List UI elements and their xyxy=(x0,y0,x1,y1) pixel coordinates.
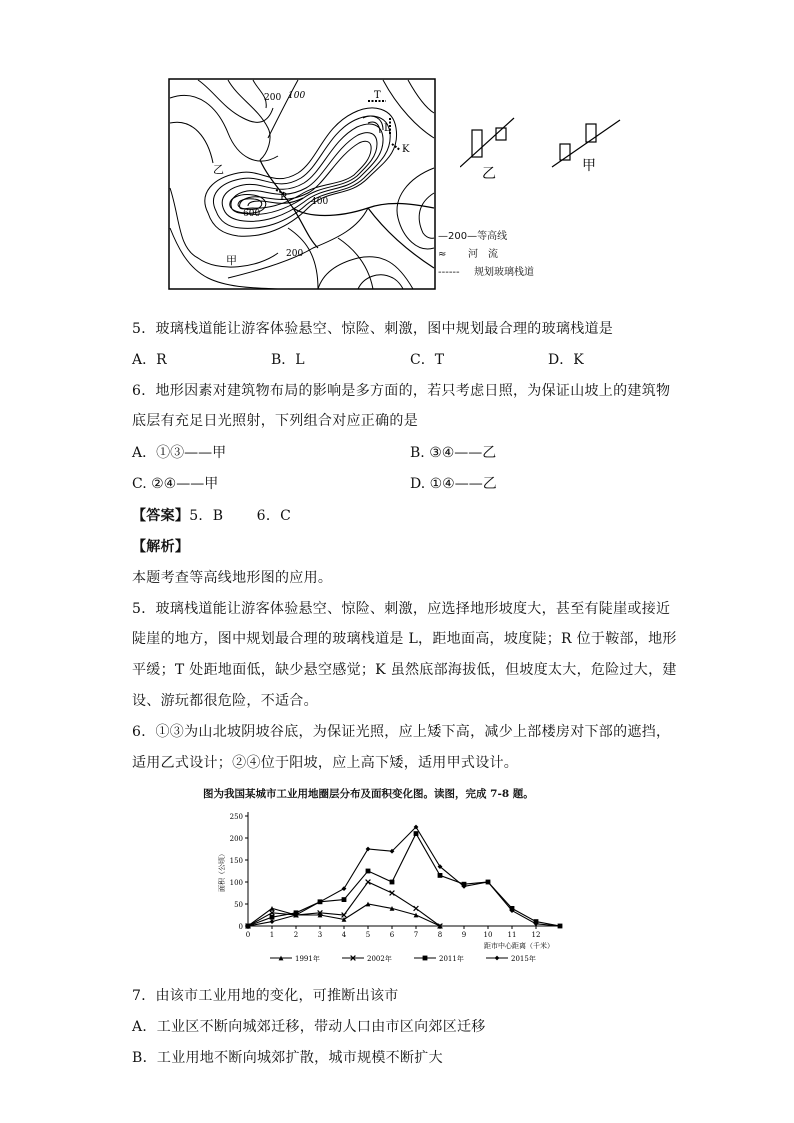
series-point-3 xyxy=(366,869,371,874)
x-tick-label: 8 xyxy=(437,931,443,939)
contour-label-600: 600 xyxy=(243,209,261,219)
series-point-3 xyxy=(270,915,275,920)
q6-option-d: D. ①④——乙 xyxy=(410,476,497,492)
q7-option-b: B．工业用地不断向城郊扩散，城市规模不断扩大 xyxy=(132,1050,443,1066)
map-legend xyxy=(438,230,548,290)
contour-label-200: 200 xyxy=(264,93,282,103)
figure2-caption: 图为我国某城市工业用地圈层分布及面积变化图。读图，完成 7-8 题。 xyxy=(203,788,534,800)
x-axis-label: 距市中心距离（千米） xyxy=(484,942,554,950)
y-tick-label: 200 xyxy=(229,835,243,843)
x-tick-label: 10 xyxy=(483,931,493,939)
legend-label-4: 2015年 xyxy=(511,955,536,963)
x-tick-label: 5 xyxy=(365,931,371,939)
q5-option-c: C．T xyxy=(410,352,445,368)
x-tick-label: 2 xyxy=(293,931,299,939)
y-tick-label: 100 xyxy=(229,879,243,887)
label-yi: 乙 xyxy=(482,166,496,182)
analysis-intro: 本题考查等高线地形图的应用。 xyxy=(132,570,333,586)
legend-label-3: 2011年 xyxy=(439,955,464,963)
q5-stem: 5．玻璃栈道能让游客体验悬空、惊险、刺激，图中规划最合理的玻璃栈道是 xyxy=(132,321,614,337)
point-R: R xyxy=(280,192,288,203)
building-jia-right xyxy=(586,124,596,142)
legend-contour-symbol: —200— xyxy=(438,231,478,242)
q5-option-d: D．K xyxy=(548,352,584,368)
q7-stem: 7．由该市工业用地的变化，可推断出该市 xyxy=(132,988,399,1004)
series-point-3 xyxy=(342,897,347,902)
analysis-p6-line1: 6．①③为山北坡阴坡谷底，为保证光照，应上矮下高，减少上部楼房对下部的遮挡， xyxy=(132,724,671,740)
building-sketches xyxy=(460,112,630,182)
contour-map-figure xyxy=(168,78,436,290)
series-point-3 xyxy=(390,880,395,885)
series-point-4 xyxy=(270,919,275,924)
legend-marker-3 xyxy=(423,956,428,961)
series-point-2 xyxy=(366,880,371,885)
series-point-4 xyxy=(342,886,347,891)
y-tick-label: 50 xyxy=(234,901,243,909)
q5-option-a: A．R xyxy=(132,352,167,368)
x-tick-label: 1 xyxy=(269,931,275,939)
legend-walkway-label: 规划玻璃栈道 xyxy=(474,267,534,278)
legend-marker-4 xyxy=(495,956,500,961)
point-L: L xyxy=(384,123,391,134)
q6-option-a: A．①③——甲 xyxy=(132,445,227,461)
legend-walkway-symbol: ------ xyxy=(438,267,460,278)
series-point-2 xyxy=(390,891,395,896)
series-point-2 xyxy=(414,906,419,911)
point-jia: 甲 xyxy=(226,254,237,267)
legend-contour-label: 等高线 xyxy=(477,231,508,242)
contour-map xyxy=(168,78,436,290)
legend-label-1: 1991年 xyxy=(295,955,320,963)
analysis-p5-line4: 设、游玩都很危险，不适合。 xyxy=(132,693,318,709)
x-tick-label: 6 xyxy=(389,931,395,939)
land-area-chart xyxy=(210,808,580,974)
series-point-4 xyxy=(366,847,371,852)
q6-option-c: C. ②④——甲 xyxy=(132,476,219,492)
contour-label-400: 400 xyxy=(311,197,329,207)
x-tick-label: 11 xyxy=(507,931,517,939)
answer-line xyxy=(132,505,291,525)
y-axis-label: 面积（公顷） xyxy=(218,850,226,892)
x-tick-label: 3 xyxy=(317,931,323,939)
x-tick-label: 0 xyxy=(245,931,251,939)
y-tick-label: 150 xyxy=(229,857,243,865)
series-point-3 xyxy=(438,873,443,878)
x-tick-label: 9 xyxy=(461,931,467,939)
contour-label-200b: 200 xyxy=(286,249,304,259)
legend-river-symbol: ≈ xyxy=(438,249,447,260)
analysis-p5-line2: 陡崖的地方，图中规划最合理的玻璃栈道是 L，距地面高，坡度陡；R 位于鞍部，地形 xyxy=(132,631,677,647)
y-tick-label: 250 xyxy=(229,813,243,821)
q7-option-a: A．工业区不断向城郊迁移，带动人口由市区向郊区迁移 xyxy=(132,1019,486,1035)
legend-river-label: 河 流 xyxy=(468,249,498,260)
answer-label: 【答案】 xyxy=(132,508,190,524)
building-yi-left xyxy=(472,130,482,157)
x-tick-label: 12 xyxy=(531,931,541,939)
analysis-label: 【解析】 xyxy=(132,539,190,555)
contour-label-100: 100 xyxy=(288,91,306,101)
q6-option-b: B. ③④——乙 xyxy=(410,445,497,461)
q6-stem-line1: 6．地形因素对建筑物布局的影响是多方面的，若只考虑日照，为保证山坡上的建筑物 xyxy=(132,383,671,399)
q5-option-b: B．L xyxy=(271,352,305,368)
x-tick-label: 4 xyxy=(341,931,347,939)
point-T: T xyxy=(374,90,381,101)
analysis-p6-line2: 适用乙式设计；②④位于阳坡，应上高下矮，适用甲式设计。 xyxy=(132,755,519,771)
line-chart xyxy=(210,808,580,974)
slope-yi xyxy=(460,118,514,167)
building-diagram xyxy=(460,112,630,182)
point-K: K xyxy=(402,144,410,155)
point-yi: 乙 xyxy=(213,163,224,176)
label-jia: 甲 xyxy=(582,158,596,174)
y-tick-label: 0 xyxy=(238,923,243,931)
series-point-3 xyxy=(414,831,419,836)
answer-text: 5．B 6．C xyxy=(189,508,292,524)
x-tick-label: 7 xyxy=(413,931,419,939)
q6-stem-line2: 底层有充足日光照射，下列组合对应正确的是 xyxy=(132,413,418,429)
analysis-p5-line1: 5．玻璃栈道能让游客体验悬空、惊险、刺激，应选择地形坡度大，甚至有陡崖或接近 xyxy=(132,601,671,617)
legend-label-2: 2002年 xyxy=(367,955,392,963)
analysis-p5-line3: 平缓；T 处距地面低，缺少悬空感觉；K 虽然底部海拔低，但坡度太大，危险过大，建 xyxy=(132,662,677,678)
